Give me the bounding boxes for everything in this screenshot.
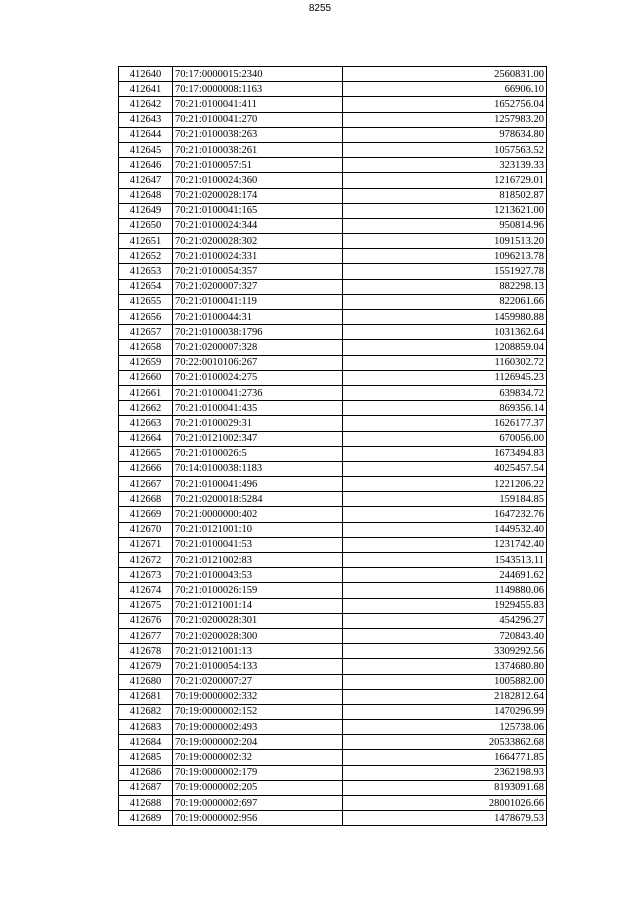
table-row	[119, 735, 547, 750]
cadastral-number-cell: 70:19:0000002:697	[173, 796, 343, 811]
table-row	[119, 431, 547, 446]
cadastral-number-cell: 70:19:0000002:32	[173, 750, 343, 765]
cadastral-value-cell: 454296.27	[343, 613, 547, 628]
cadastral-number-cell: 70:21:0100041:2736	[173, 385, 343, 400]
table-row	[119, 234, 547, 249]
table-row	[119, 522, 547, 537]
cadastral-number-cell: 70:19:0000002:956	[173, 811, 343, 826]
row-number-cell: 412686	[119, 765, 173, 780]
row-number-cell: 412670	[119, 522, 173, 537]
table-row	[119, 507, 547, 522]
table-row	[119, 811, 547, 826]
cadastral-value-cell: 1470296.99	[343, 704, 547, 719]
cadastral-number-cell: 70:21:0100054:357	[173, 264, 343, 279]
row-number-cell: 412652	[119, 249, 173, 264]
table-row	[119, 370, 547, 385]
table-row	[119, 628, 547, 643]
row-number-cell: 412665	[119, 446, 173, 461]
cadastral-value-cell: 1652756.04	[343, 97, 547, 112]
cadastral-value-cell: 323139.33	[343, 158, 547, 173]
table-row	[119, 613, 547, 628]
table-row	[119, 644, 547, 659]
table-body	[119, 67, 547, 826]
table-row	[119, 659, 547, 674]
row-number-cell: 412667	[119, 477, 173, 492]
table-row	[119, 325, 547, 340]
cadastral-number-cell: 70:21:0100041:411	[173, 97, 343, 112]
cadastral-value-cell: 882298.13	[343, 279, 547, 294]
cadastral-number-cell: 70:19:0000002:179	[173, 765, 343, 780]
cadastral-value-cell: 1126945.23	[343, 370, 547, 385]
row-number-cell: 412674	[119, 583, 173, 598]
row-number-cell: 412669	[119, 507, 173, 522]
cadastral-value-cell: 28001026.66	[343, 796, 547, 811]
row-number-cell: 412650	[119, 218, 173, 233]
cadastral-value-cell: 1543513.11	[343, 553, 547, 568]
row-number-cell: 412689	[119, 811, 173, 826]
cadastral-value-cell: 818502.87	[343, 188, 547, 203]
table-row	[119, 188, 547, 203]
cadastral-number-cell: 70:22:0010106:267	[173, 355, 343, 370]
row-number-cell: 412675	[119, 598, 173, 613]
cadastral-number-cell: 70:21:0121002:347	[173, 431, 343, 446]
cadastral-value-cell: 1160302.72	[343, 355, 547, 370]
table-row	[119, 82, 547, 97]
cadastral-number-cell: 70:21:0121001:10	[173, 522, 343, 537]
row-number-cell: 412664	[119, 431, 173, 446]
cadastral-value-cell: 1057563.52	[343, 142, 547, 157]
cadastral-number-cell: 70:21:0100024:275	[173, 370, 343, 385]
cadastral-value-cell: 1551927.78	[343, 264, 547, 279]
row-number-cell: 412657	[119, 325, 173, 340]
cadastral-value-cell: 950814.96	[343, 218, 547, 233]
page-number: 8255	[308, 3, 332, 14]
table-row	[119, 142, 547, 157]
cadastral-number-cell: 70:21:0100041:270	[173, 112, 343, 127]
cadastral-value-cell: 1221206.22	[343, 477, 547, 492]
cadastral-number-cell: 70:21:0100024:360	[173, 173, 343, 188]
cadastral-number-cell: 70:17:0000015:2340	[173, 67, 343, 82]
cadastral-value-cell: 1231742.40	[343, 537, 547, 552]
cadastral-value-cell: 2560831.00	[343, 67, 547, 82]
table-row	[119, 750, 547, 765]
cadastral-number-cell: 70:21:0100029:31	[173, 416, 343, 431]
cadastral-number-cell: 70:21:0100057:51	[173, 158, 343, 173]
cadastral-number-cell: 70:21:0100024:344	[173, 218, 343, 233]
cadastral-value-cell: 822061.66	[343, 294, 547, 309]
cadastral-number-cell: 70:19:0000002:205	[173, 780, 343, 795]
row-number-cell: 412643	[119, 112, 173, 127]
table-row	[119, 355, 547, 370]
table-row	[119, 553, 547, 568]
cadastral-value-cell: 2182812.64	[343, 689, 547, 704]
table-row	[119, 461, 547, 476]
table-row	[119, 97, 547, 112]
table-row	[119, 401, 547, 416]
cadastral-value-cell: 670056.00	[343, 431, 547, 446]
row-number-cell: 412654	[119, 279, 173, 294]
cadastral-value-cell: 1459980.88	[343, 310, 547, 325]
table-row	[119, 537, 547, 552]
row-number-cell: 412688	[119, 796, 173, 811]
cadastral-value-cell: 8193091.68	[343, 780, 547, 795]
row-number-cell: 412646	[119, 158, 173, 173]
table-row	[119, 218, 547, 233]
row-number-cell: 412642	[119, 97, 173, 112]
cadastral-number-cell: 70:21:0100038:263	[173, 127, 343, 142]
table-row	[119, 568, 547, 583]
cadastral-value-cell: 4025457.54	[343, 461, 547, 476]
table-row	[119, 67, 547, 82]
cadastral-value-cell: 1257983.20	[343, 112, 547, 127]
cadastral-value-cell: 66906.10	[343, 82, 547, 97]
cadastral-value-cell: 639834.72	[343, 385, 547, 400]
cadastral-value-cell: 1149880.06	[343, 583, 547, 598]
cadastral-value-cell: 1647232.76	[343, 507, 547, 522]
row-number-cell: 412651	[119, 234, 173, 249]
table-row	[119, 294, 547, 309]
cadastral-value-cell: 978634.80	[343, 127, 547, 142]
row-number-cell: 412662	[119, 401, 173, 416]
row-number-cell: 412640	[119, 67, 173, 82]
cadastral-number-cell: 70:21:0200028:301	[173, 613, 343, 628]
row-number-cell: 412666	[119, 461, 173, 476]
cadastral-number-cell: 70:19:0000002:493	[173, 720, 343, 735]
row-number-cell: 412673	[119, 568, 173, 583]
row-number-cell: 412679	[119, 659, 173, 674]
cadastral-value-cell: 1626177.37	[343, 416, 547, 431]
cadastral-number-cell: 70:21:0100024:331	[173, 249, 343, 264]
cadastral-number-cell: 70:21:0121001:14	[173, 598, 343, 613]
table-row	[119, 173, 547, 188]
cadastral-number-cell: 70:21:0200007:327	[173, 279, 343, 294]
cadastral-number-cell: 70:19:0000002:332	[173, 689, 343, 704]
row-number-cell: 412678	[119, 644, 173, 659]
row-number-cell: 412685	[119, 750, 173, 765]
cadastral-number-cell: 70:21:0100043:53	[173, 568, 343, 583]
table-row	[119, 279, 547, 294]
table-row	[119, 264, 547, 279]
cadastral-value-cell: 1449532.40	[343, 522, 547, 537]
table-row	[119, 720, 547, 735]
cadastral-number-cell: 70:21:0100038:261	[173, 142, 343, 157]
table-row	[119, 796, 547, 811]
row-number-cell: 412680	[119, 674, 173, 689]
cadastral-value-cell: 1096213.78	[343, 249, 547, 264]
table-row	[119, 780, 547, 795]
table-row	[119, 340, 547, 355]
cadastral-value-table	[118, 66, 547, 826]
cadastral-value-cell: 2362198.93	[343, 765, 547, 780]
cadastral-number-cell: 70:21:0000000:402	[173, 507, 343, 522]
cadastral-number-cell: 70:21:0100054:133	[173, 659, 343, 674]
row-number-cell: 412653	[119, 264, 173, 279]
cadastral-number-cell: 70:21:0100041:53	[173, 537, 343, 552]
cadastral-value-cell: 1031362.64	[343, 325, 547, 340]
cadastral-number-cell: 70:21:0100041:119	[173, 294, 343, 309]
cadastral-value-cell: 1929455.83	[343, 598, 547, 613]
row-number-cell: 412649	[119, 203, 173, 218]
cadastral-number-cell: 70:21:0100041:435	[173, 401, 343, 416]
cadastral-value-cell: 1478679.53	[343, 811, 547, 826]
row-number-cell: 412672	[119, 553, 173, 568]
table-row	[119, 704, 547, 719]
table-row	[119, 689, 547, 704]
row-number-cell: 412655	[119, 294, 173, 309]
row-number-cell: 412658	[119, 340, 173, 355]
cadastral-number-cell: 70:21:0200018:5284	[173, 492, 343, 507]
cadastral-number-cell: 70:21:0100026:5	[173, 446, 343, 461]
table-row	[119, 583, 547, 598]
cadastral-value-cell: 1216729.01	[343, 173, 547, 188]
table-row	[119, 477, 547, 492]
cadastral-number-cell: 70:21:0100026:159	[173, 583, 343, 598]
row-number-cell: 412671	[119, 537, 173, 552]
cadastral-value-cell: 1005882.00	[343, 674, 547, 689]
cadastral-value-cell: 1091513.20	[343, 234, 547, 249]
cadastral-value-cell: 159184.85	[343, 492, 547, 507]
cadastral-value-cell: 869356.14	[343, 401, 547, 416]
table-row	[119, 446, 547, 461]
cadastral-value-cell: 1213621.00	[343, 203, 547, 218]
table-row	[119, 598, 547, 613]
table-row	[119, 492, 547, 507]
row-number-cell: 412683	[119, 720, 173, 735]
cadastral-value-cell: 1673494.83	[343, 446, 547, 461]
cadastral-number-cell: 70:19:0000002:152	[173, 704, 343, 719]
cadastral-number-cell: 70:21:0200028:300	[173, 628, 343, 643]
table-row	[119, 112, 547, 127]
row-number-cell: 412661	[119, 385, 173, 400]
cadastral-value-cell: 1374680.80	[343, 659, 547, 674]
cadastral-value-cell: 720843.40	[343, 628, 547, 643]
row-number-cell: 412681	[119, 689, 173, 704]
cadastral-number-cell: 70:21:0121002:83	[173, 553, 343, 568]
cadastral-number-cell: 70:21:0100044:31	[173, 310, 343, 325]
table-row	[119, 203, 547, 218]
table-row	[119, 674, 547, 689]
cadastral-number-cell: 70:21:0200028:302	[173, 234, 343, 249]
cadastral-number-cell: 70:19:0000002:204	[173, 735, 343, 750]
cadastral-value-cell: 125738.06	[343, 720, 547, 735]
cadastral-number-cell: 70:21:0100041:496	[173, 477, 343, 492]
row-number-cell: 412682	[119, 704, 173, 719]
row-number-cell: 412684	[119, 735, 173, 750]
cadastral-number-cell: 70:21:0200007:27	[173, 674, 343, 689]
row-number-cell: 412687	[119, 780, 173, 795]
table-row	[119, 249, 547, 264]
row-number-cell: 412648	[119, 188, 173, 203]
row-number-cell: 412663	[119, 416, 173, 431]
table-row	[119, 310, 547, 325]
table-row	[119, 127, 547, 142]
row-number-cell: 412659	[119, 355, 173, 370]
row-number-cell: 412676	[119, 613, 173, 628]
cadastral-value-cell: 244691.62	[343, 568, 547, 583]
cadastral-number-cell: 70:21:0200007:328	[173, 340, 343, 355]
row-number-cell: 412668	[119, 492, 173, 507]
table-row	[119, 385, 547, 400]
cadastral-number-cell: 70:21:0200028:174	[173, 188, 343, 203]
row-number-cell: 412677	[119, 628, 173, 643]
row-number-cell: 412641	[119, 82, 173, 97]
table-row	[119, 765, 547, 780]
cadastral-number-cell: 70:21:0100038:1796	[173, 325, 343, 340]
cadastral-value-cell: 20533862.68	[343, 735, 547, 750]
cadastral-number-cell: 70:14:0100038:1183	[173, 461, 343, 476]
cadastral-value-cell: 1208859.04	[343, 340, 547, 355]
cadastral-value-cell: 3309292.56	[343, 644, 547, 659]
row-number-cell: 412656	[119, 310, 173, 325]
cadastral-number-cell: 70:21:0100041:165	[173, 203, 343, 218]
cadastral-number-cell: 70:17:0000008:1163	[173, 82, 343, 97]
table-row	[119, 416, 547, 431]
cadastral-number-cell: 70:21:0121001:13	[173, 644, 343, 659]
cadastral-value-cell: 1664771.85	[343, 750, 547, 765]
row-number-cell: 412647	[119, 173, 173, 188]
row-number-cell: 412644	[119, 127, 173, 142]
row-number-cell: 412660	[119, 370, 173, 385]
row-number-cell: 412645	[119, 142, 173, 157]
table-row	[119, 158, 547, 173]
